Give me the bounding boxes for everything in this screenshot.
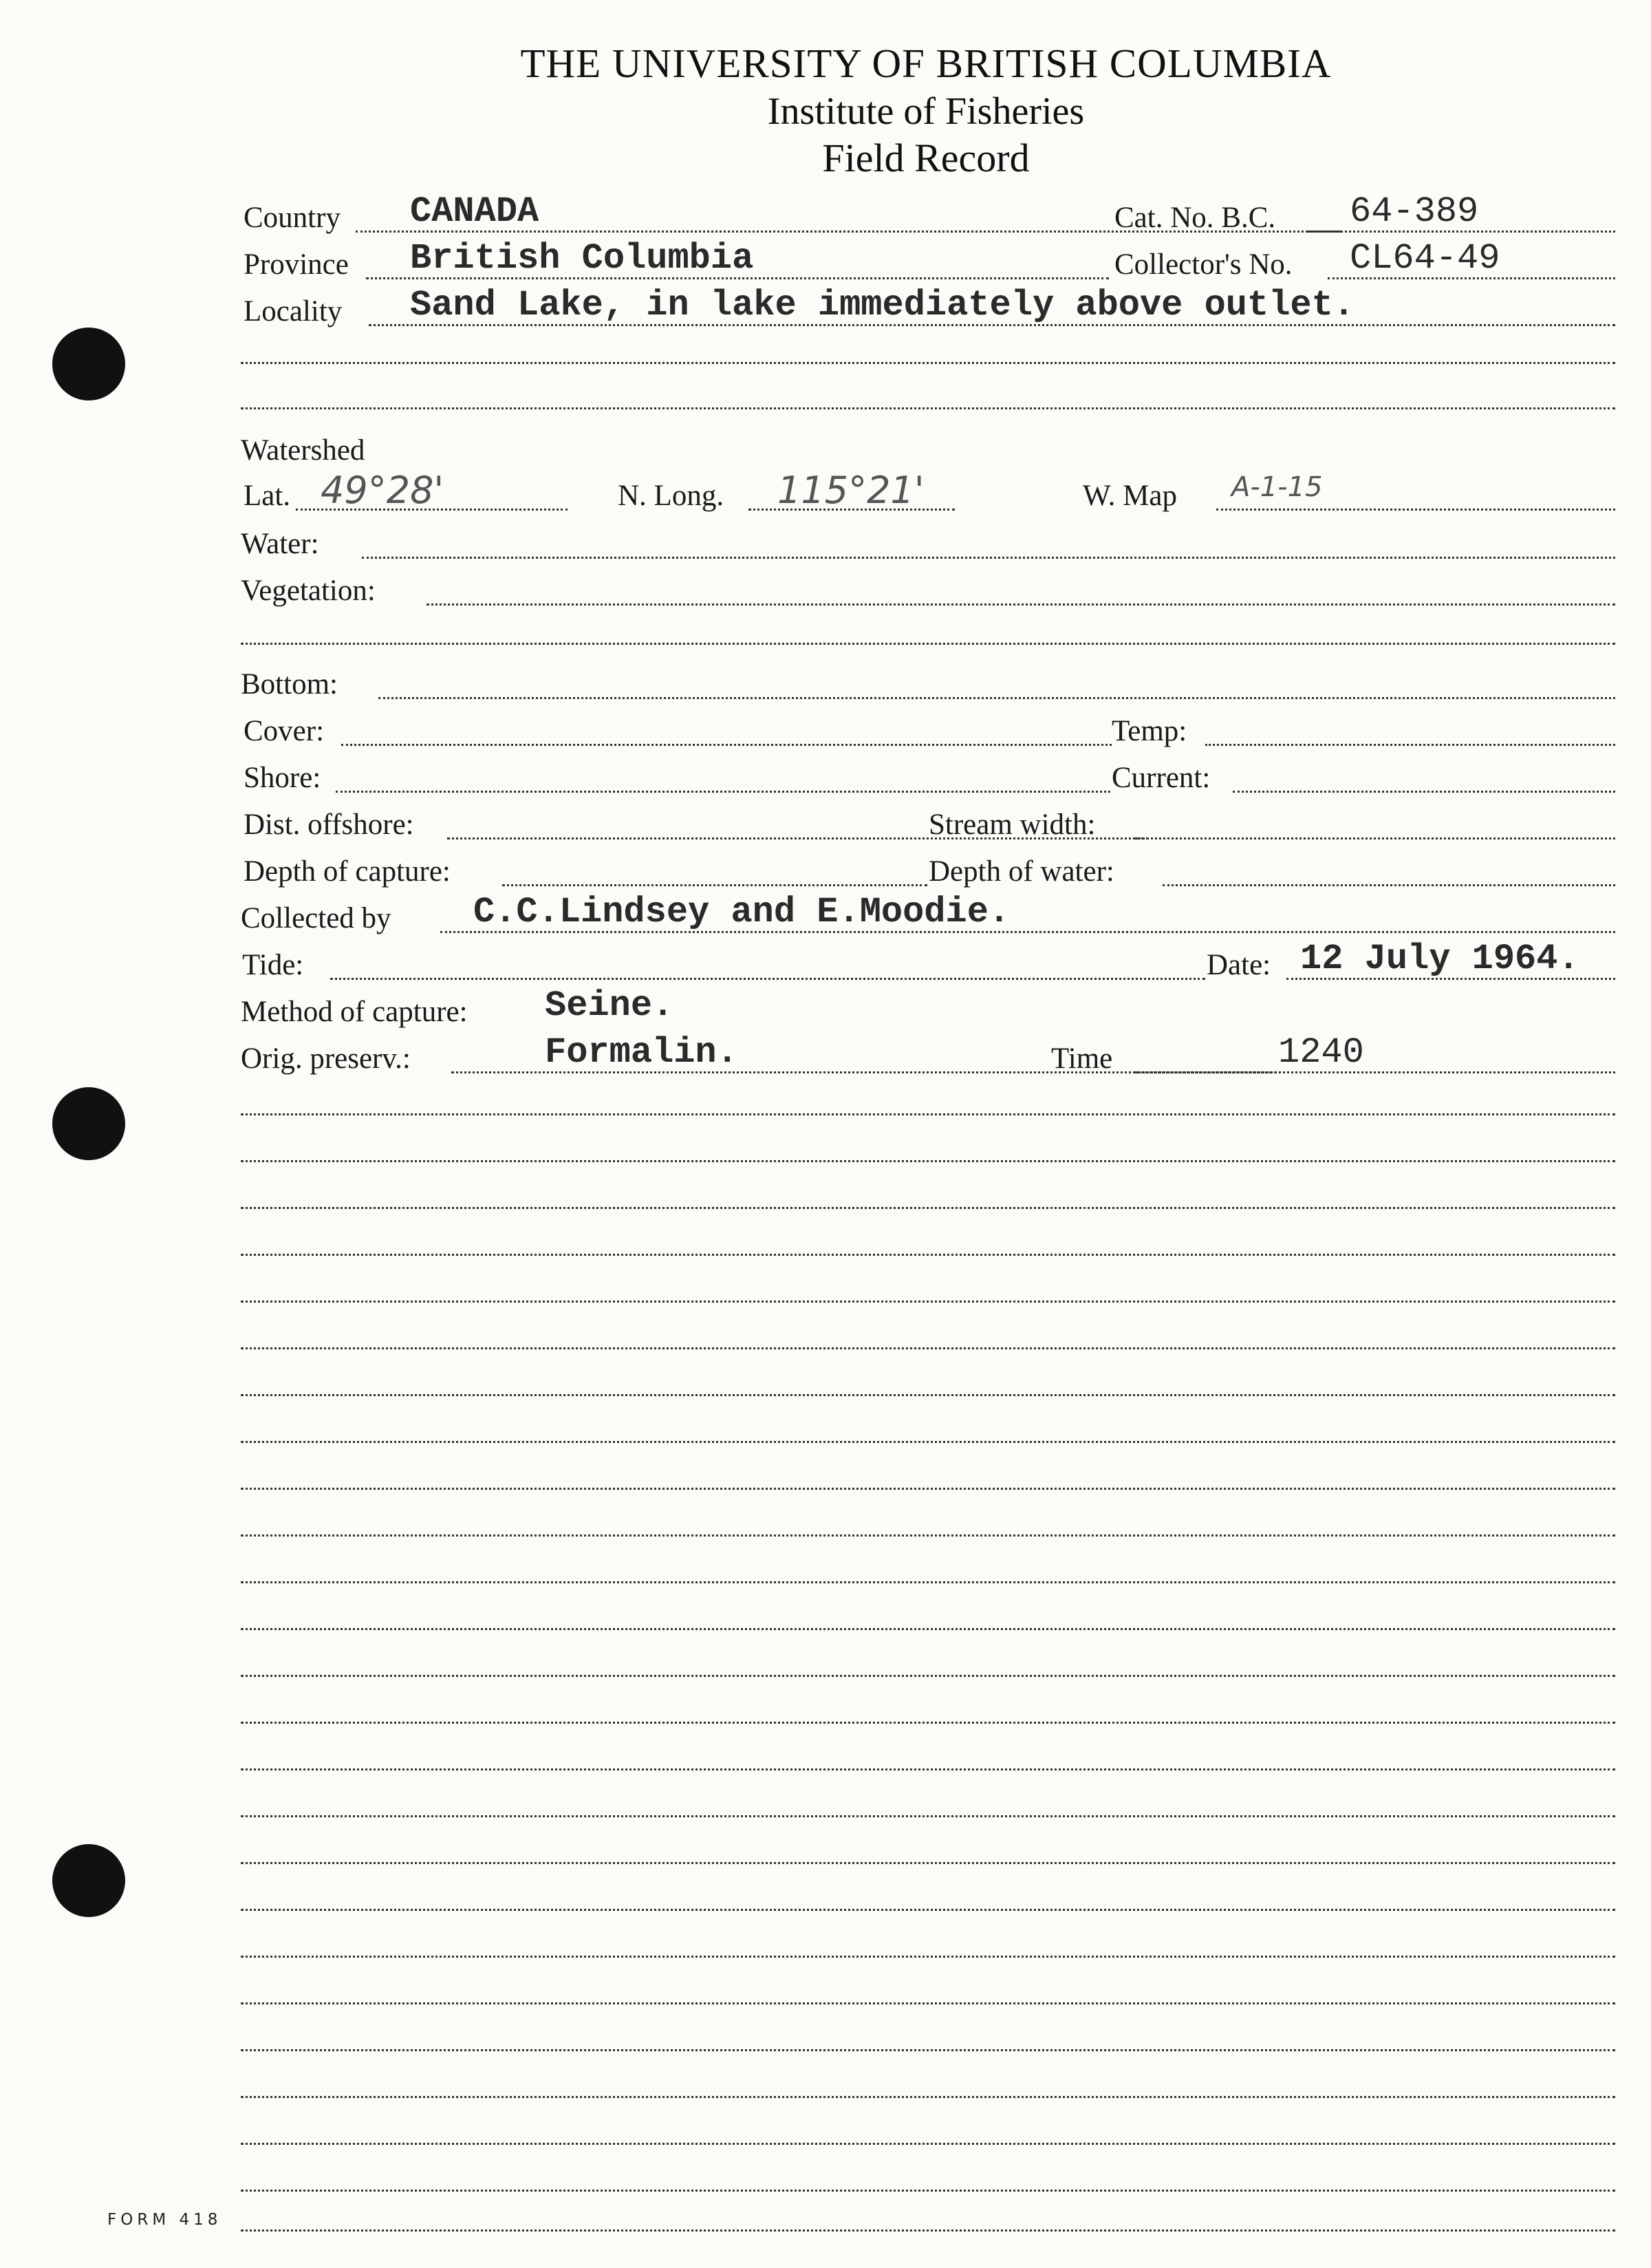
- cat-no-label: Cat. No. B.C.: [1114, 202, 1276, 234]
- collectors-no-label: Collector's No.: [1114, 248, 1293, 281]
- blank-line: [241, 1207, 1615, 1209]
- blank-line: [241, 1956, 1615, 1958]
- orig-preserv-label: Orig. preserv.:: [241, 1042, 411, 1075]
- tide-label: Tide:: [242, 949, 304, 981]
- country-label: Country: [244, 202, 341, 234]
- blank-line: [241, 1347, 1615, 1349]
- province-value: British Columbia: [410, 238, 754, 279]
- orig-preserv-row: [241, 1032, 1615, 1073]
- blank-line: [241, 1160, 1615, 1162]
- dist-offshore-label: Dist. offshore:: [244, 809, 414, 841]
- blank-line: [241, 1909, 1615, 1911]
- water-row: [241, 517, 1615, 559]
- blank-line: [241, 643, 1615, 645]
- blank-line: [241, 1534, 1615, 1537]
- bottom-row: [241, 658, 1615, 699]
- method-label: Method of capture:: [241, 996, 468, 1028]
- punch-hole: [52, 328, 125, 400]
- blank-line: [241, 407, 1615, 409]
- blank-line: [241, 1862, 1615, 1864]
- cover-label: Cover:: [244, 715, 325, 747]
- depth-row: [241, 845, 1615, 886]
- watershed-label: Watershed: [241, 434, 365, 467]
- blank-line: [241, 1768, 1615, 1770]
- punch-hole: [52, 1087, 125, 1160]
- lat-value: 49°28': [321, 469, 444, 512]
- temp-label: Temp:: [1112, 715, 1187, 747]
- punch-hole: [52, 1844, 125, 1917]
- date-label: Date:: [1207, 949, 1271, 981]
- blank-line: [241, 2143, 1615, 2145]
- collected-by-label: Collected by: [241, 902, 391, 934]
- blank-line: [241, 2049, 1615, 2051]
- depth-water-label: Depth of water:: [929, 855, 1114, 888]
- map-value: A-1-15: [1231, 471, 1323, 503]
- cat-no-value: 64-389: [1350, 191, 1479, 232]
- blank-line: [241, 1254, 1615, 1256]
- locality-value: Sand Lake, in lake immediately above outlet.: [410, 285, 1355, 325]
- blank-line: [241, 362, 1615, 364]
- blank-line: [241, 1394, 1615, 1396]
- blank-line: [241, 2229, 1615, 2232]
- blank-line: [241, 2096, 1615, 2098]
- country-row: [241, 191, 1615, 233]
- lat-label: Lat.: [244, 480, 291, 512]
- water-label: Water:: [241, 528, 319, 560]
- method-value: Seine.: [545, 985, 674, 1026]
- depth-capture-label: Depth of capture:: [244, 855, 451, 888]
- long-value: 115°21': [777, 469, 925, 512]
- n-long-label: N. Long.: [618, 480, 724, 512]
- collected-by-row: [241, 892, 1615, 933]
- date-value: 12 July 1964.: [1300, 939, 1579, 979]
- watershed-row: [241, 424, 1615, 465]
- current-label: Current:: [1112, 762, 1211, 794]
- vegetation-label: Vegetation:: [241, 575, 376, 607]
- blank-line: [241, 1301, 1615, 1303]
- blank-line: [241, 2002, 1615, 2004]
- blank-line: [241, 2190, 1615, 2192]
- dist-offshore-row: [241, 798, 1615, 839]
- form-title: Field Record: [822, 136, 1030, 180]
- method-row: [241, 985, 1615, 1027]
- province-label: Province: [244, 248, 349, 281]
- bottom-label: Bottom:: [241, 668, 338, 700]
- collectors-no-value: CL64-49: [1350, 238, 1500, 279]
- shore-label: Shore:: [244, 762, 321, 794]
- shore-row: [241, 751, 1615, 793]
- institute-heading: Institute of Fisheries: [767, 90, 1085, 133]
- collected-by-value: C.C.Lindsey and E.Moodie.: [473, 892, 1011, 932]
- blank-line: [241, 1722, 1615, 1724]
- tide-date-row: [241, 939, 1615, 980]
- country-value: CANADA: [410, 191, 539, 232]
- blank-line: [241, 1488, 1615, 1490]
- form-number: FORM 418: [107, 2211, 222, 2229]
- blank-line: [241, 1581, 1615, 1583]
- university-heading: THE UNIVERSITY OF BRITISH COLUMBIA: [520, 41, 1332, 86]
- orig-preserv-value: Formalin.: [545, 1032, 738, 1073]
- blank-line: [241, 1628, 1615, 1630]
- province-row: [241, 238, 1615, 279]
- stream-width-label: Stream width:: [929, 809, 1096, 841]
- blank-line: [241, 1675, 1615, 1677]
- time-value: 1240: [1278, 1032, 1364, 1073]
- w-map-label: W. Map: [1083, 480, 1177, 512]
- locality-label: Locality: [244, 295, 343, 328]
- blank-line: [241, 1815, 1615, 1817]
- blank-line: [241, 1113, 1615, 1115]
- lat-long-row: [241, 469, 1615, 511]
- blank-line: [241, 1441, 1615, 1443]
- time-label: Time: [1051, 1042, 1113, 1075]
- vegetation-row: [241, 564, 1615, 606]
- cover-row: [241, 705, 1615, 746]
- locality-row: [241, 285, 1615, 326]
